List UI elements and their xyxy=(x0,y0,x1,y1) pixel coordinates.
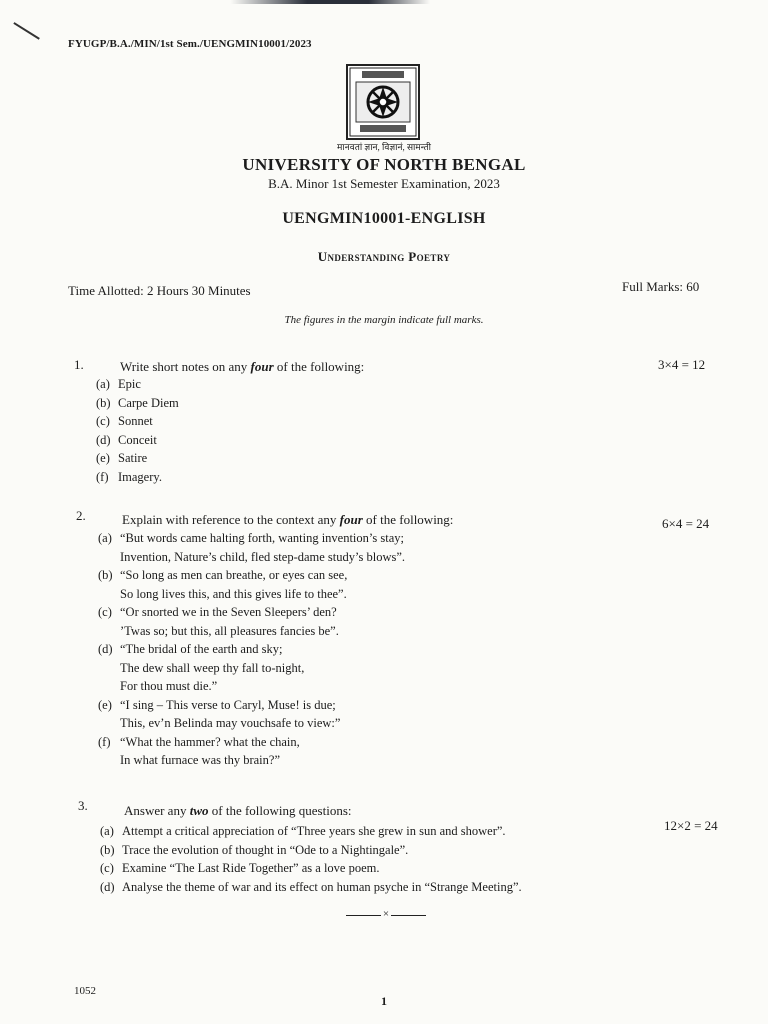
end-mark xyxy=(346,908,426,920)
item-label: (d) xyxy=(96,432,111,447)
university-name: UNIVERSITY OF NORTH BENGAL xyxy=(242,155,526,174)
item-label: (a) xyxy=(96,377,110,391)
pen-stroke xyxy=(14,22,40,39)
question-marks: 3×4 = 12 xyxy=(658,357,706,372)
item-line: Epic xyxy=(118,377,141,391)
exam-title: B.A. Minor 1st Semester Examination, 2023 xyxy=(268,176,500,191)
full-marks: Full Marks: 60 xyxy=(622,279,700,294)
question-text-post: of the following: xyxy=(273,359,365,374)
item-line: “I sing – This verse to Caryl, Muse! is due; xyxy=(120,697,336,712)
list-item-continuation: For thou must die.” xyxy=(120,679,218,693)
subject-title: Understanding Poetry xyxy=(317,249,451,264)
question-text-pre: Answer any xyxy=(124,803,190,818)
item-line: Attempt a critical appreciation of “Three years she grew in sun and shower”. xyxy=(122,824,506,838)
item-line: “Or snorted we in the Seven Sleepers’ den? xyxy=(120,605,337,619)
question-text-post: of the following: xyxy=(362,512,454,527)
item-label: (c) xyxy=(100,861,114,875)
end-mark-symbol: × xyxy=(382,908,390,920)
question-number: 3. xyxy=(78,798,88,813)
university-emblem-icon xyxy=(348,66,418,138)
paper-title: UENGMIN10001-ENGLISH xyxy=(282,210,486,227)
question-items xyxy=(100,822,522,896)
item-label: (c) xyxy=(98,605,112,619)
question-text xyxy=(120,359,364,375)
question-text-post: of the following questions: xyxy=(208,803,352,818)
list-item-continuation: The dew shall weep thy fall to-night, xyxy=(120,660,305,675)
list-item-continuation: So long lives this, and this gives life to thee”. xyxy=(120,586,347,601)
list-item-continuation: This, ev’n Belinda may vouchsafe to view:” xyxy=(120,716,341,730)
question-text xyxy=(122,512,453,528)
item-label: (e) xyxy=(98,697,112,712)
item-line: Trace the evolution of thought in “Ode to a Nightingale”. xyxy=(122,842,409,857)
list-item xyxy=(98,529,405,548)
list-item-continuation: Invention, Nature’s child, fled step-dame study’s blows”. xyxy=(120,549,406,564)
list-item xyxy=(96,449,179,468)
item-line: “But words came halting forth, wanting invention’s stay; xyxy=(120,531,404,545)
item-label: (c) xyxy=(96,414,110,428)
footer-code: 1052 xyxy=(74,985,96,997)
item-label: (b) xyxy=(96,395,111,410)
question-number: 2. xyxy=(76,508,86,523)
list-item xyxy=(100,841,522,860)
question-text-emphasis: four xyxy=(339,512,363,527)
list-item xyxy=(98,733,405,752)
question-text-pre: Explain with reference to the context any xyxy=(122,512,340,527)
item-label: (b) xyxy=(98,568,113,582)
item-line: Conceit xyxy=(118,432,157,447)
list-item xyxy=(100,822,522,841)
list-item xyxy=(98,696,405,715)
question-text-pre: Write short notes on any xyxy=(120,359,251,374)
question-marks: 12×2 = 24 xyxy=(664,818,718,833)
instruction: The figures in the margin indicate full marks. xyxy=(284,314,484,326)
question-items xyxy=(98,529,405,770)
list-item xyxy=(98,603,405,622)
list-item xyxy=(98,566,405,585)
question-items xyxy=(96,375,179,486)
list-item xyxy=(100,878,522,897)
item-label: (a) xyxy=(100,824,114,838)
paper-code: FYUGP/B.A./MIN/1st Sem./UENGMIN10001/2023 xyxy=(68,38,312,50)
item-line: Analyse the theme of war and its effect on human psyche in “Strange Meeting”. xyxy=(122,879,522,894)
list-item xyxy=(96,431,179,450)
item-line: “What the hammer? what the chain, xyxy=(120,734,300,749)
question-text-emphasis: two xyxy=(189,803,209,818)
time-allotted: Time Allotted: 2 Hours 30 Minutes xyxy=(68,283,251,298)
item-line: Imagery. xyxy=(118,469,162,484)
item-label: (f) xyxy=(98,734,111,749)
list-item xyxy=(96,412,179,431)
item-line: “The bridal of the earth and sky; xyxy=(120,642,283,656)
university-logo xyxy=(346,64,420,140)
item-line: Satire xyxy=(118,451,148,465)
question-number: 1. xyxy=(74,357,84,372)
university-motto: मानवतां ज्ञान, विज्ञानं, सामन्ती xyxy=(337,142,431,152)
list-item-continuation: In what furnace was thy brain?” xyxy=(120,753,280,767)
list-item xyxy=(100,859,522,878)
item-label: (e) xyxy=(96,451,110,465)
list-item xyxy=(98,640,405,659)
page-number: 1 xyxy=(381,994,387,1008)
item-line: Examine “The Last Ride Together” as a love poem. xyxy=(122,861,380,875)
list-item-continuation: ’Twas so; but this, all pleasures fancies be”. xyxy=(120,623,339,638)
item-line: Carpe Diem xyxy=(118,395,179,410)
item-line: Sonnet xyxy=(118,414,153,428)
item-label: (d) xyxy=(98,642,113,656)
list-item xyxy=(96,394,179,413)
item-label: (d) xyxy=(100,879,115,894)
item-label: (b) xyxy=(100,842,115,857)
question-marks: 6×4 = 24 xyxy=(662,516,710,531)
item-label: (f) xyxy=(96,469,109,484)
question-text xyxy=(124,803,352,819)
question-text-emphasis: four xyxy=(250,359,274,374)
scan-top-edge xyxy=(0,0,768,4)
list-item xyxy=(96,468,179,487)
item-line: “So long as men can breathe, or eyes can see, xyxy=(120,568,348,582)
item-label: (a) xyxy=(98,531,112,545)
list-item xyxy=(96,375,179,394)
